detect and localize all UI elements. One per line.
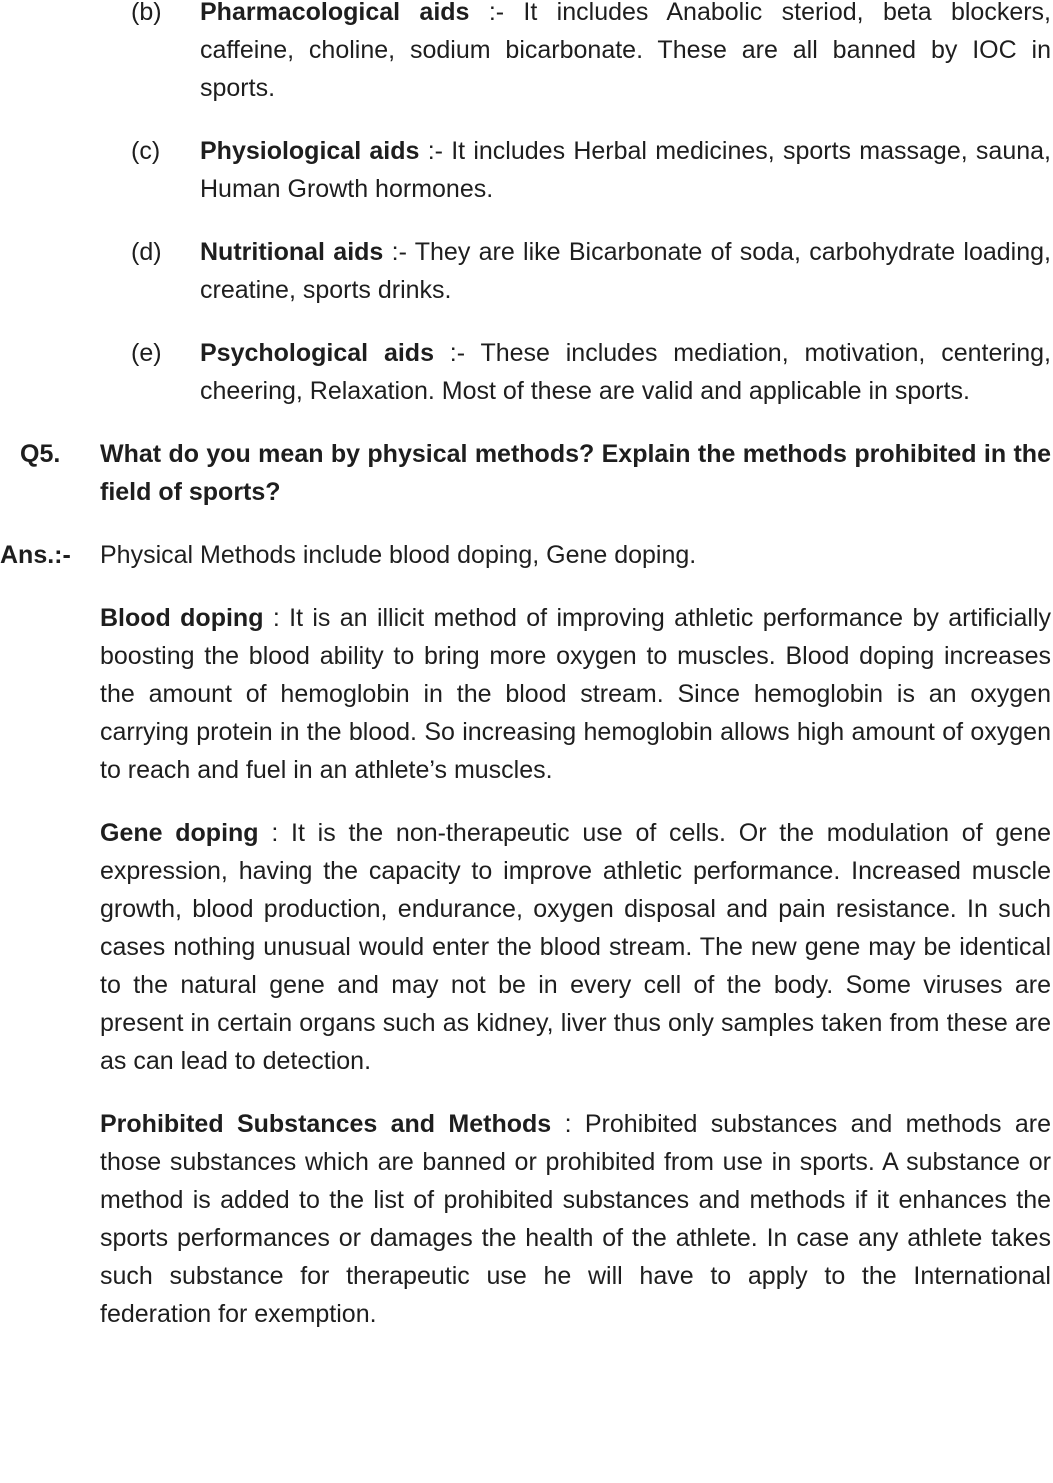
question-q5 bbox=[0, 435, 1053, 511]
list-text: :- They are like Bicarbonate of soda, carbohydrate loading, creatine, sports drinks. bbox=[200, 238, 1051, 304]
paragraph-text: : It is the non-therapeutic use of cells. Or the modulation of gene expression, having the capacity to improve athletic performance. Increased muscle growth, blood production, endurance, oxygen disposal and pain resistance. In such cases nothing unusual would enter the blood stream. The new gene may be identical to the natural gene and may not be in every cell of the body. Some viruses are present in certain organs such as kidney, liver thus only samples taken from these are as can lead to detection. bbox=[100, 819, 1051, 1075]
list-term: Psychological aids bbox=[200, 339, 434, 367]
list-term: Nutritional aids bbox=[200, 238, 384, 266]
paragraph-prohibited-substances bbox=[0, 1105, 1053, 1333]
list-marker: (c) bbox=[131, 137, 161, 165]
answer-label: Ans.:- bbox=[0, 541, 71, 569]
list-term: Pharmacological aids bbox=[200, 0, 470, 26]
list-term: Physiological aids bbox=[200, 137, 420, 165]
question-text: What do you mean by physical methods? Explain the methods prohibited in the field of sports? bbox=[100, 440, 1051, 506]
paragraph-text: : Prohibited substances and methods are those substances which are banned or prohibited from use in sports. A substance or method is added to the list of prohibited substances and methods if it enhances the sports performances or damages the health of the athlete. In case any athlete takes such substance for therapeutic use he will have to apply to the International federation for exemption. bbox=[100, 1110, 1052, 1328]
paragraph-term: Blood doping bbox=[100, 604, 264, 632]
list-item-d bbox=[0, 233, 1053, 309]
list-marker: (d) bbox=[131, 238, 162, 266]
paragraph-blood-doping bbox=[0, 599, 1053, 789]
list-item-b bbox=[0, 0, 1053, 107]
list-item-e bbox=[0, 334, 1053, 410]
paragraph-text: : It is an illicit method of improving athletic performance by artificially boosting the blood ability to bring more oxygen to muscles. Blood doping increases the amount of hemoglobin in the blood stream. Since hemoglobin is an oxygen carrying protein in the blood. So increasing hemoglobin allows high amount of oxygen to reach and fuel in an athlete’s muscles. bbox=[100, 604, 1051, 784]
paragraph-term: Gene doping bbox=[100, 819, 259, 847]
paragraph-gene-doping bbox=[0, 814, 1053, 1080]
list-text: :- These includes mediation, motivation, centering, cheering, Relaxation. Most of these are valid and applicable in sports. bbox=[200, 339, 1051, 405]
list-item-c bbox=[0, 132, 1053, 208]
answer-intro-text: Physical Methods include blood doping, Gene doping. bbox=[100, 541, 697, 569]
question-number: Q5. bbox=[20, 440, 61, 468]
list-text: :- It includes Anabolic steriod, beta blockers, caffeine, choline, sodium bicarbonate. These are all banned by IOC in sports. bbox=[200, 0, 1051, 102]
paragraph-term: Prohibited Substances and Methods bbox=[100, 1110, 552, 1138]
list-text: :- It includes Herbal medicines, sports massage, sauna, Human Growth hormones. bbox=[200, 137, 1051, 203]
list-marker: (b) bbox=[131, 0, 162, 26]
list-marker: (e) bbox=[131, 339, 162, 367]
answer-intro bbox=[0, 536, 1053, 574]
